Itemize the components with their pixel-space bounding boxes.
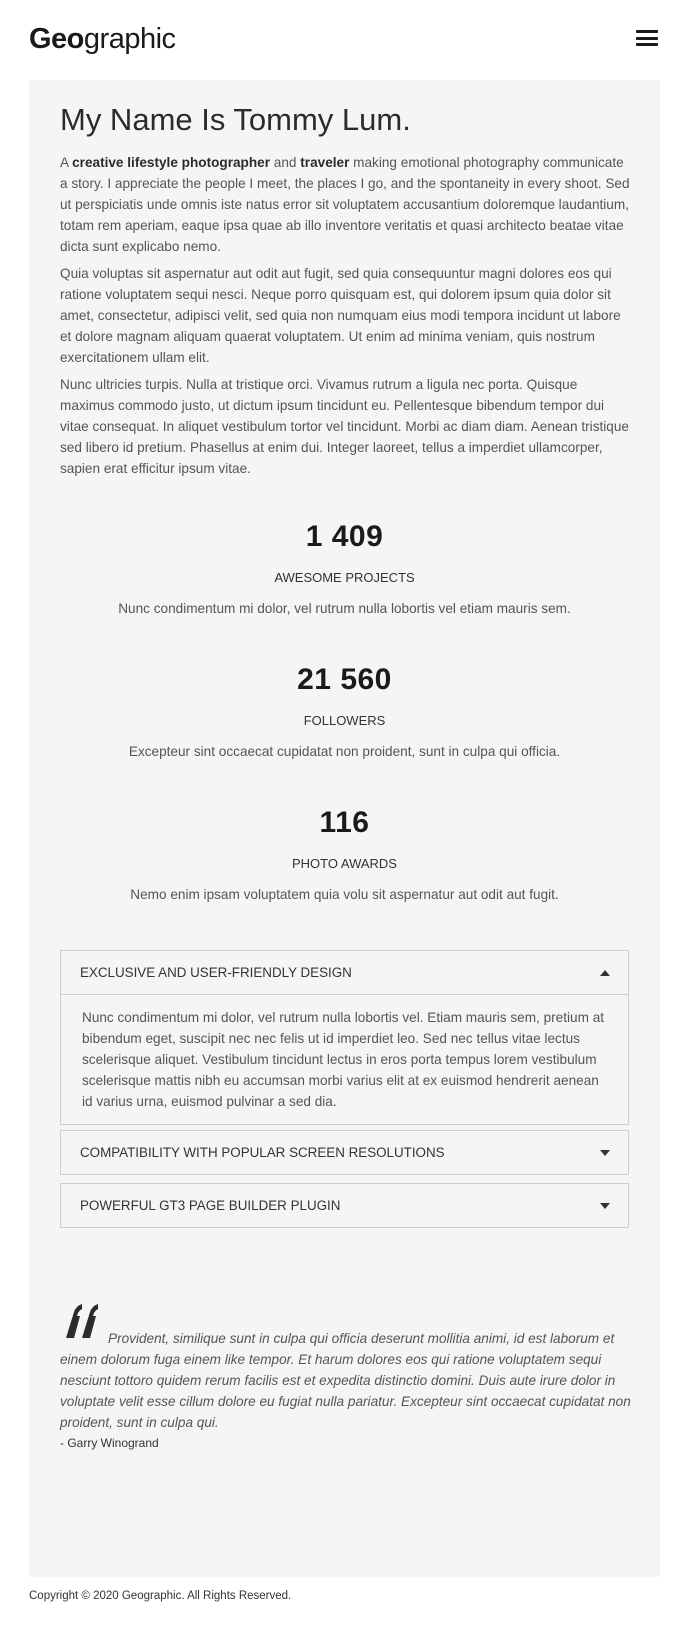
chevron-up-icon: [600, 970, 610, 976]
accordion-item-design: [60, 950, 629, 1125]
site-header: [0, 0, 689, 80]
stat-number: 116: [319, 806, 370, 839]
chevron-down-icon: [600, 1203, 610, 1209]
stat-label: PHOTO AWARDS: [292, 856, 397, 871]
content-panel: [29, 80, 660, 1577]
stat-number: 21 560: [297, 663, 392, 696]
hamburger-menu-icon[interactable]: [636, 30, 658, 48]
intro-paragraph-3: Nunc ultricies turpis. Nulla at tristique orci. Vivamus rutrum a ligula nec porta. Quisque maximus commodo justo, ut dictum ipsum tincidunt eu. Pellentesque bibendum tempor dui vitae consequat. In aliquet vestibulum tortor vel tincidunt. Morbi ac diam diam. Aenean tristique sed libero id pretium. Phasellus at enim dui. Integer laoreet, tellus a imperdiet ullamcorper, sapien erat efficitur ipsum vitae.: [60, 377, 629, 476]
site-logo[interactable]: [29, 20, 176, 58]
stat-photo-awards: [29, 805, 660, 905]
stat-description: Excepteur sint occaecat cupidatat non proident, sunt in culpa qui officia.: [128, 744, 561, 759]
menu-bar: [636, 43, 658, 46]
accordion-title: POWERFUL GT3 PAGE BUILDER PLUGIN: [80, 1198, 341, 1213]
testimonial-author: - Garry Winogrand: [60, 1436, 159, 1450]
accordion-toggle[interactable]: [61, 951, 628, 994]
chevron-down-icon: [600, 1150, 610, 1156]
page-title: My Name Is Tommy Lum.: [60, 102, 411, 137]
intro-paragraph-1: A creative lifestyle photographer and traveler making emotional photography communicate a story. I appreciate the people I meet, the places I go, and the spontaneity in every shoot. Sed ut perspiciatis unde omnis iste natus error sit voluptatem accusantium doloremque laudantium, totam rem aperiam, eaque ipsa quae ab illo inventore veritatis et quasi architecto beatae vitae dicta sunt explicabo nemo.: [60, 155, 630, 254]
stat-label: FOLLOWERS: [303, 713, 386, 728]
accordion-item-page-builder: [60, 1183, 629, 1228]
accordion-title: EXCLUSIVE AND USER-FRIENDLY DESIGN: [80, 965, 352, 980]
testimonial-quote: Provident, similique sunt in culpa qui officia deserunt mollitia animi, id est laborum et einem dolorum fuga einem like tempor. Et harum dolores eos qui ratione voluptatem sequi nesciunt tottoro quidem rerum facilis est et expedita distinctio domini. Duis aute irure dolor in voluptate velit esse cillum dolore eu fugiat nulla pariatur. Excepteur sint occaecat cupidatat non proident, sunt in culpa qui.: [60, 1331, 631, 1430]
footer-copyright: Copyright © 2020 Geographic. All Rights Reserved.: [29, 1590, 292, 1602]
logo-light-text: graphic: [83, 23, 176, 55]
accordion-toggle[interactable]: [61, 1184, 628, 1227]
accordion-toggle[interactable]: [61, 1131, 628, 1174]
menu-bar: [636, 30, 658, 33]
stat-followers: [29, 662, 660, 762]
stat-label: AWESOME PROJECTS: [274, 570, 415, 585]
accordion-title: COMPATIBILITY WITH POPULAR SCREEN RESOLUTIONS: [80, 1145, 445, 1160]
stat-description: Nemo enim ipsam voluptatem quia volu sit aspernatur aut odit aut fugit.: [130, 887, 559, 902]
intro-paragraph-2: Quia voluptas sit aspernatur aut odit aut fugit, sed quia consequuntur magni dolores eos qui ratione voluptatem sequi nesci. Neque porro quisquam est, qui dolorem ipsum quia dolor sit amet, consectetur, adipisci velit, sed quia non numquam eius modi tempora incidunt ut labore et dolore magnam aliquam quaerat voluptatem. Ut enim ad minima veniam, quis nostrum exercitationem ullam elit.: [60, 266, 621, 365]
stat-number: 1 409: [305, 520, 384, 553]
menu-bar: [636, 37, 658, 40]
stat-awesome-projects: [29, 519, 660, 619]
accordion-item-resolutions: [60, 1130, 629, 1175]
stat-description: Nunc condimentum mi dolor, vel rutrum nulla lobortis vel etiam mauris sem.: [118, 601, 571, 616]
logo-bold-text: Geo: [29, 23, 84, 55]
accordion-content: Nunc condimentum mi dolor, vel rutrum nulla lobortis vel. Etiam mauris sem, pretium at bibendum eget, suscipit nec nec felis ut id imperdiet leo. Sed nec tellus vitae lectus scelerisque aliquet. Vestibulum tincidunt lectus in eros porta tempus lorem vestibulum scelerisque mattis nibh eu accumsan morbi varius elit at ex euismod hendrerit aenean id varius urna, euismod pulvinar a sed dia.: [61, 994, 628, 1124]
